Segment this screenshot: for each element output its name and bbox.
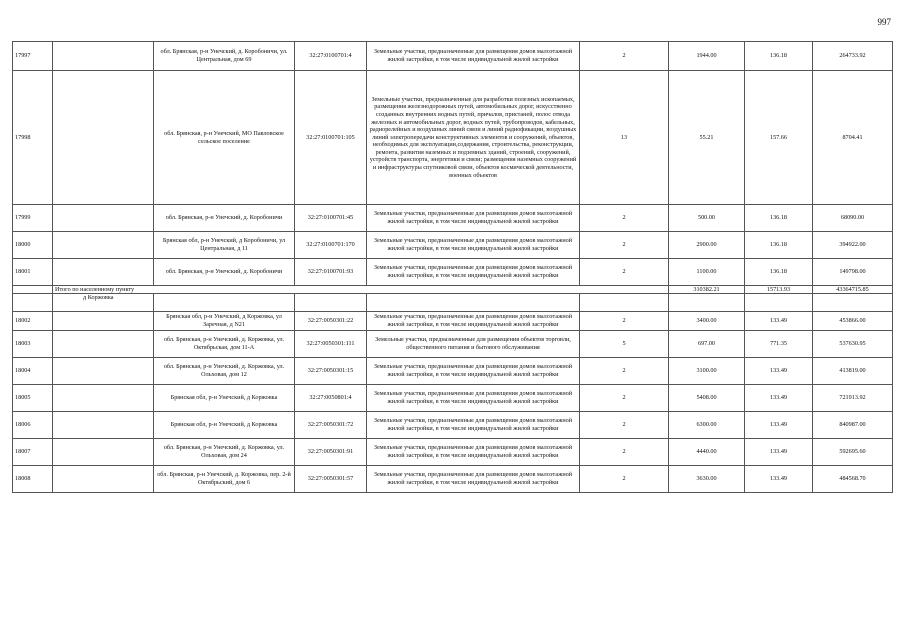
address-cell: Брянская обл, р-н Унечский, д Коржовка, ул Заречная, д N21 — [154, 312, 295, 331]
group-cell: 2 — [580, 358, 669, 385]
row-number-cell: 18006 — [13, 412, 53, 439]
area-cell: 2900.00 — [669, 232, 745, 259]
cadastral-number-cell: 32:27:0050301:57 — [295, 466, 367, 493]
total-area-cell: 310382.21 — [669, 286, 745, 294]
blank-cell — [53, 331, 154, 358]
area-cell: 6300.00 — [669, 412, 745, 439]
area-cell: 3100.00 — [669, 358, 745, 385]
blank-cell — [53, 412, 154, 439]
group-cell: 2 — [580, 385, 669, 412]
blank-cell — [53, 466, 154, 493]
area-cell: 697.00 — [669, 331, 745, 358]
total-label-cell: Итого по населенному пункту — [53, 286, 669, 294]
group-cell: 2 — [580, 42, 669, 71]
blank-cell — [580, 294, 669, 312]
land-purpose-cell: Земельные участки, предназначенные для размещения объектов торговли, общественного питания и бытового обслуживания — [367, 331, 580, 358]
cadastral-value-cell: 8704.41 — [813, 71, 893, 205]
row-number-cell: 17997 — [13, 42, 53, 71]
blank-cell — [13, 286, 53, 294]
row-number-cell: 18003 — [13, 331, 53, 358]
page-number: 997 — [877, 17, 891, 27]
cadastral-value-cell: 721913.92 — [813, 385, 893, 412]
table-row — [13, 71, 893, 205]
blank-cell — [813, 294, 893, 312]
cadastral-number-cell: 32:27:0100701:4 — [295, 42, 367, 71]
group-cell: 2 — [580, 232, 669, 259]
table-row — [13, 232, 893, 259]
specific-value-cell: 133.49 — [745, 358, 813, 385]
land-purpose-cell: Земельные участки, предназначенные для размещения домов малоэтажной жилой застройки, в том числе индивидуальной жилой застройки — [367, 232, 580, 259]
group-cell: 13 — [580, 71, 669, 205]
blank-cell — [53, 71, 154, 205]
blank-cell — [53, 385, 154, 412]
area-cell: 500.00 — [669, 205, 745, 232]
cadastral-value-cell: 592695.60 — [813, 439, 893, 466]
table-row — [13, 331, 893, 358]
table-row — [13, 42, 893, 71]
specific-value-cell: 157.66 — [745, 71, 813, 205]
row-number-cell: 17999 — [13, 205, 53, 232]
specific-value-cell: 133.49 — [745, 439, 813, 466]
cadastral-value-cell: 840987.00 — [813, 412, 893, 439]
group-cell: 2 — [580, 412, 669, 439]
total-value-cell: 43364715.85 — [813, 286, 893, 294]
table-row — [13, 259, 893, 286]
address-cell: обл. Брянская, р-н Унечский, д. Коробоничи — [154, 205, 295, 232]
address-cell: Брянская обл, р-н Унечский, д Коржовка — [154, 385, 295, 412]
address-cell: Брянская обл, р-н Унечский, д Коробоничи, ул Центральная, д 11 — [154, 232, 295, 259]
cadastral-value-cell: 453866.00 — [813, 312, 893, 331]
table-row — [13, 358, 893, 385]
blank-cell — [53, 259, 154, 286]
table-row — [13, 312, 893, 331]
blank-cell — [53, 312, 154, 331]
land-purpose-cell: Земельные участки, предназначенные для размещения домов малоэтажной жилой застройки, в том числе индивидуальной жилой застройки — [367, 42, 580, 71]
specific-value-cell: 136.18 — [745, 205, 813, 232]
row-number-cell: 18008 — [13, 466, 53, 493]
table-row — [13, 205, 893, 232]
specific-value-cell: 133.49 — [745, 385, 813, 412]
table-row — [13, 466, 893, 493]
land-purpose-cell: Земельные участки, предназначенные для размещения домов малоэтажной жилой застройки, в том числе индивидуальной жилой застройки — [367, 205, 580, 232]
blank-cell — [745, 294, 813, 312]
row-number-cell: 18002 — [13, 312, 53, 331]
table-row — [13, 412, 893, 439]
land-purpose-cell: Земельные участки, предназначенные для размещения домов малоэтажной жилой застройки, в том числе индивидуальной жилой застройки — [367, 385, 580, 412]
land-purpose-cell: Земельные участки, предназначенные для разработки полезных ископаемых, размещения железнодорожных путей, автомобильных дорог, искусственно созданных внутренних водных путей, причалов, пристаней, полос отвода железных и автомобильных дорог, водных путей, трубопроводов, кабельных, радиорелейных и воздушных линий связи и линий радиофикации, воздушных линий электропередачи конструктивных элементов и сооружений, объектов, необходимых для эксплуатации,содержания, строительства, реконструкции, ремонта, развития наземных и подземных зданий, строений, сооружений, устройств транспорта, энергетики и связи; размещения наземных сооружений и инфраструктуры спутниковой связи, объектов космической деятельности, военных объектов — [367, 71, 580, 205]
address-cell: обл. Брянская, р-н Унечский, д. Коржовка, ул. Ольховая, дом 24 — [154, 439, 295, 466]
cadastral-value-cell: 537630.95 — [813, 331, 893, 358]
total-row — [13, 286, 893, 294]
address-cell: обл. Брянская, р-н Унечский, МО Павловское сельское поселение — [154, 71, 295, 205]
blank-cell — [295, 294, 367, 312]
specific-value-cell: 133.49 — [745, 466, 813, 493]
area-cell: 55.21 — [669, 71, 745, 205]
blank-cell — [53, 358, 154, 385]
address-cell: обл. Брянская, р-н Унечский, д. Коробоничи — [154, 259, 295, 286]
row-number-cell: 18000 — [13, 232, 53, 259]
blank-cell — [53, 205, 154, 232]
cadastral-number-cell: 32:27:0050301:72 — [295, 412, 367, 439]
land-purpose-cell: Земельные участки, предназначенные для размещения домов малоэтажной жилой застройки, в том числе индивидуальной жилой застройки — [367, 312, 580, 331]
address-cell: обл. Брянская, р-н Унечский, д. Коржовка, ул. Октябрьская, дом 11-А — [154, 331, 295, 358]
row-number-cell: 18007 — [13, 439, 53, 466]
specific-value-cell: 771.35 — [745, 331, 813, 358]
cadastral-value-cell: 264733.92 — [813, 42, 893, 71]
group-cell: 2 — [580, 439, 669, 466]
area-cell: 5408.00 — [669, 385, 745, 412]
address-cell: обл. Брянская, р-н Унечский, д. Коржовка, пер. 2-й Октябрьский, дом 6 — [154, 466, 295, 493]
blank-cell — [53, 439, 154, 466]
area-cell: 1100.00 — [669, 259, 745, 286]
cadastral-number-cell: 32:27:0050301:15 — [295, 358, 367, 385]
address-cell: обл. Брянская, р-н Унечский, д. Коржовка, ул. Ольховая, дом 12 — [154, 358, 295, 385]
specific-value-cell: 133.49 — [745, 312, 813, 331]
specific-value-cell: 136.18 — [745, 259, 813, 286]
group-cell: 5 — [580, 331, 669, 358]
cadastral-number-cell: 32:27:0100701:105 — [295, 71, 367, 205]
land-purpose-cell: Земельные участки, предназначенные для размещения домов малоэтажной жилой застройки, в том числе индивидуальной жилой застройки — [367, 259, 580, 286]
land-purpose-cell: Земельные участки, предназначенные для размещения домов малоэтажной жилой застройки, в том числе индивидуальной жилой застройки — [367, 412, 580, 439]
specific-value-cell: 133.49 — [745, 412, 813, 439]
locality-name-cell: д Коржовка — [53, 294, 154, 312]
blank-cell — [53, 42, 154, 71]
group-cell: 2 — [580, 312, 669, 331]
cadastral-value-cell: 413819.00 — [813, 358, 893, 385]
blank-cell — [367, 294, 580, 312]
table-row — [13, 439, 893, 466]
area-cell: 1944.00 — [669, 42, 745, 71]
cadastral-value-cell: 484568.70 — [813, 466, 893, 493]
address-cell: Брянская обл, р-н Унечский, д Коржовка — [154, 412, 295, 439]
row-number-cell: 18004 — [13, 358, 53, 385]
row-number-cell: 18001 — [13, 259, 53, 286]
address-cell: обл. Брянская, р-н Унечский, д. Коробоничи, ул. Центральная, дом 69 — [154, 42, 295, 71]
area-cell: 3630.00 — [669, 466, 745, 493]
total-specific-value-cell: 15713.93 — [745, 286, 813, 294]
cadastral-number-cell: 32:27:0050801:4 — [295, 385, 367, 412]
cadastral-number-cell: 32:27:0100701:170 — [295, 232, 367, 259]
cadastral-number-cell: 32:27:0100701:93 — [295, 259, 367, 286]
row-number-cell: 17998 — [13, 71, 53, 205]
cadastral-number-cell: 32:27:0050301:111 — [295, 331, 367, 358]
row-number-cell: 18005 — [13, 385, 53, 412]
group-cell: 2 — [580, 205, 669, 232]
cadastral-value-table — [12, 41, 893, 493]
blank-cell — [154, 294, 295, 312]
locality-row — [13, 294, 893, 312]
area-cell: 4440.00 — [669, 439, 745, 466]
specific-value-cell: 136.18 — [745, 42, 813, 71]
table-row — [13, 385, 893, 412]
cadastral-number-cell: 32:27:0050301:91 — [295, 439, 367, 466]
cadastral-value-cell: 394922.00 — [813, 232, 893, 259]
group-cell: 2 — [580, 259, 669, 286]
blank-cell — [53, 232, 154, 259]
specific-value-cell: 136.18 — [745, 232, 813, 259]
land-purpose-cell: Земельные участки, предназначенные для размещения домов малоэтажной жилой застройки, в том числе индивидуальной жилой застройки — [367, 466, 580, 493]
land-purpose-cell: Земельные участки, предназначенные для размещения домов малоэтажной жилой застройки, в том числе индивидуальной жилой застройки — [367, 439, 580, 466]
land-purpose-cell: Земельные участки, предназначенные для размещения домов малоэтажной жилой застройки, в том числе индивидуальной жилой застройки — [367, 358, 580, 385]
blank-cell — [669, 294, 745, 312]
cadastral-value-cell: 149798.00 — [813, 259, 893, 286]
cadastral-number-cell: 32:27:0100701:45 — [295, 205, 367, 232]
area-cell: 3400.00 — [669, 312, 745, 331]
blank-cell — [13, 294, 53, 312]
group-cell: 2 — [580, 466, 669, 493]
cadastral-number-cell: 32:27:0050301:22 — [295, 312, 367, 331]
cadastral-value-cell: 68090.00 — [813, 205, 893, 232]
